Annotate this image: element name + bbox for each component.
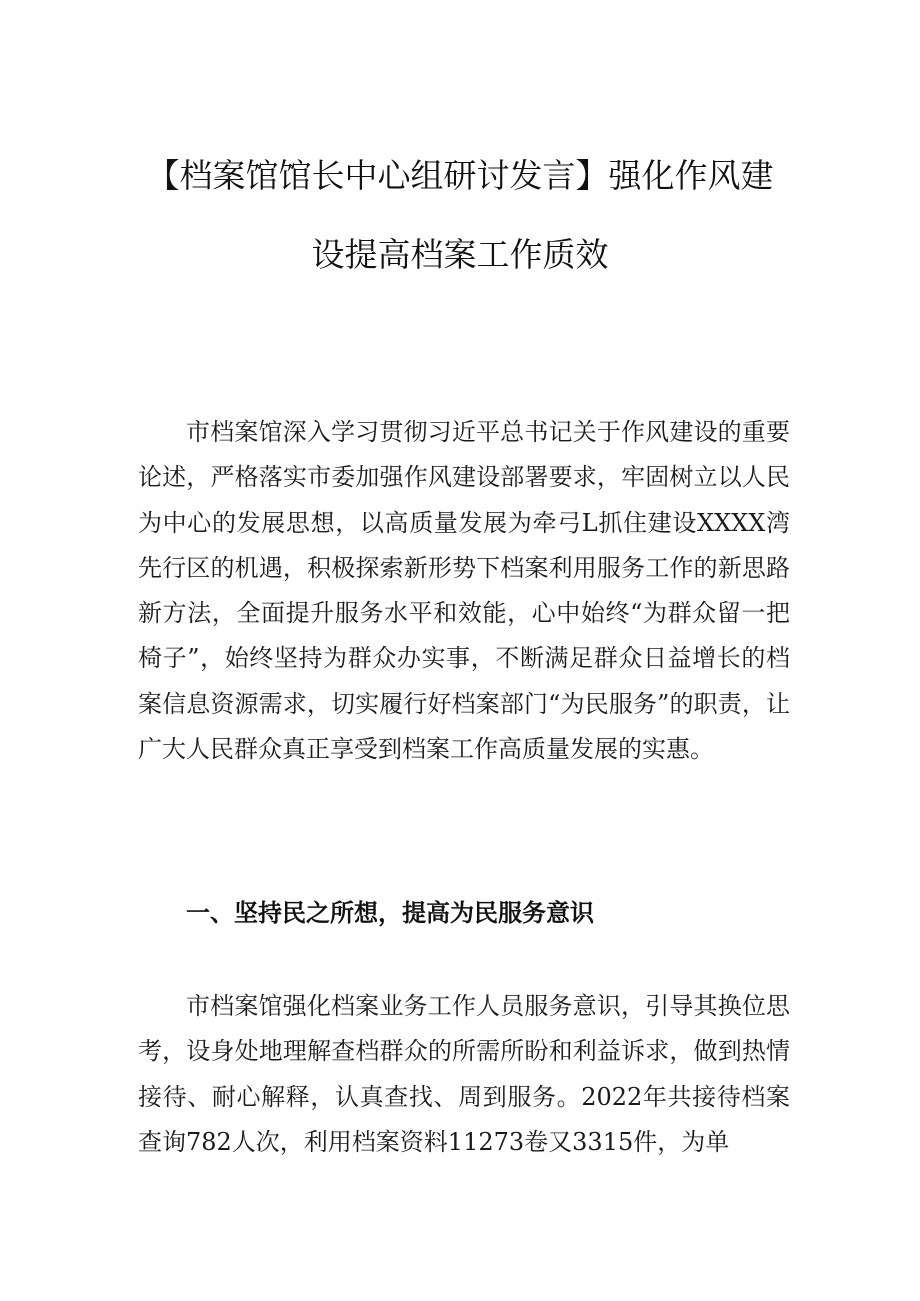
body-paragraph-2: 市档案馆强化档案业务工作人员服务意识，引导其换位思考，设身处地理解查档群众的所需所盼和利益诉求，做到热情接待、耐心解释，认真查找、周到服务。2022年共接待档案查询782人次，利用档案资料11273卷又3315件，为单: [138, 992, 790, 1156]
body-paragraph-1: 市档案馆深入学习贯彻习近平总书记关于作风建设的重要论述，严格落实市委加强作风建设部署要求，牢固树立以人民为中心的发展思想，以高质量发展为牵弓L抓住建设XXXX湾先行区的机遇，积极探索新形势下档案利用服务工作的新思路新方法，全面提升服务水平和效能，心中始终“为群众留一把椅子”，始终坚持为群众办实事，不断满足群众日益增长的档案信息资源需求，切实履行好档案部门“为民服务”的职责，让广大人民群众真正享受到档案工作高质量发展的实惠。: [138, 418, 790, 764]
section-heading-1: 一、坚持民之所想，提高为民服务意识: [186, 899, 594, 927]
document-title-line-1: 【档案馆馆长中心组研讨发言】强化作风建: [146, 156, 774, 195]
document-title-line-2: 设提高档案工作质效: [311, 235, 609, 274]
